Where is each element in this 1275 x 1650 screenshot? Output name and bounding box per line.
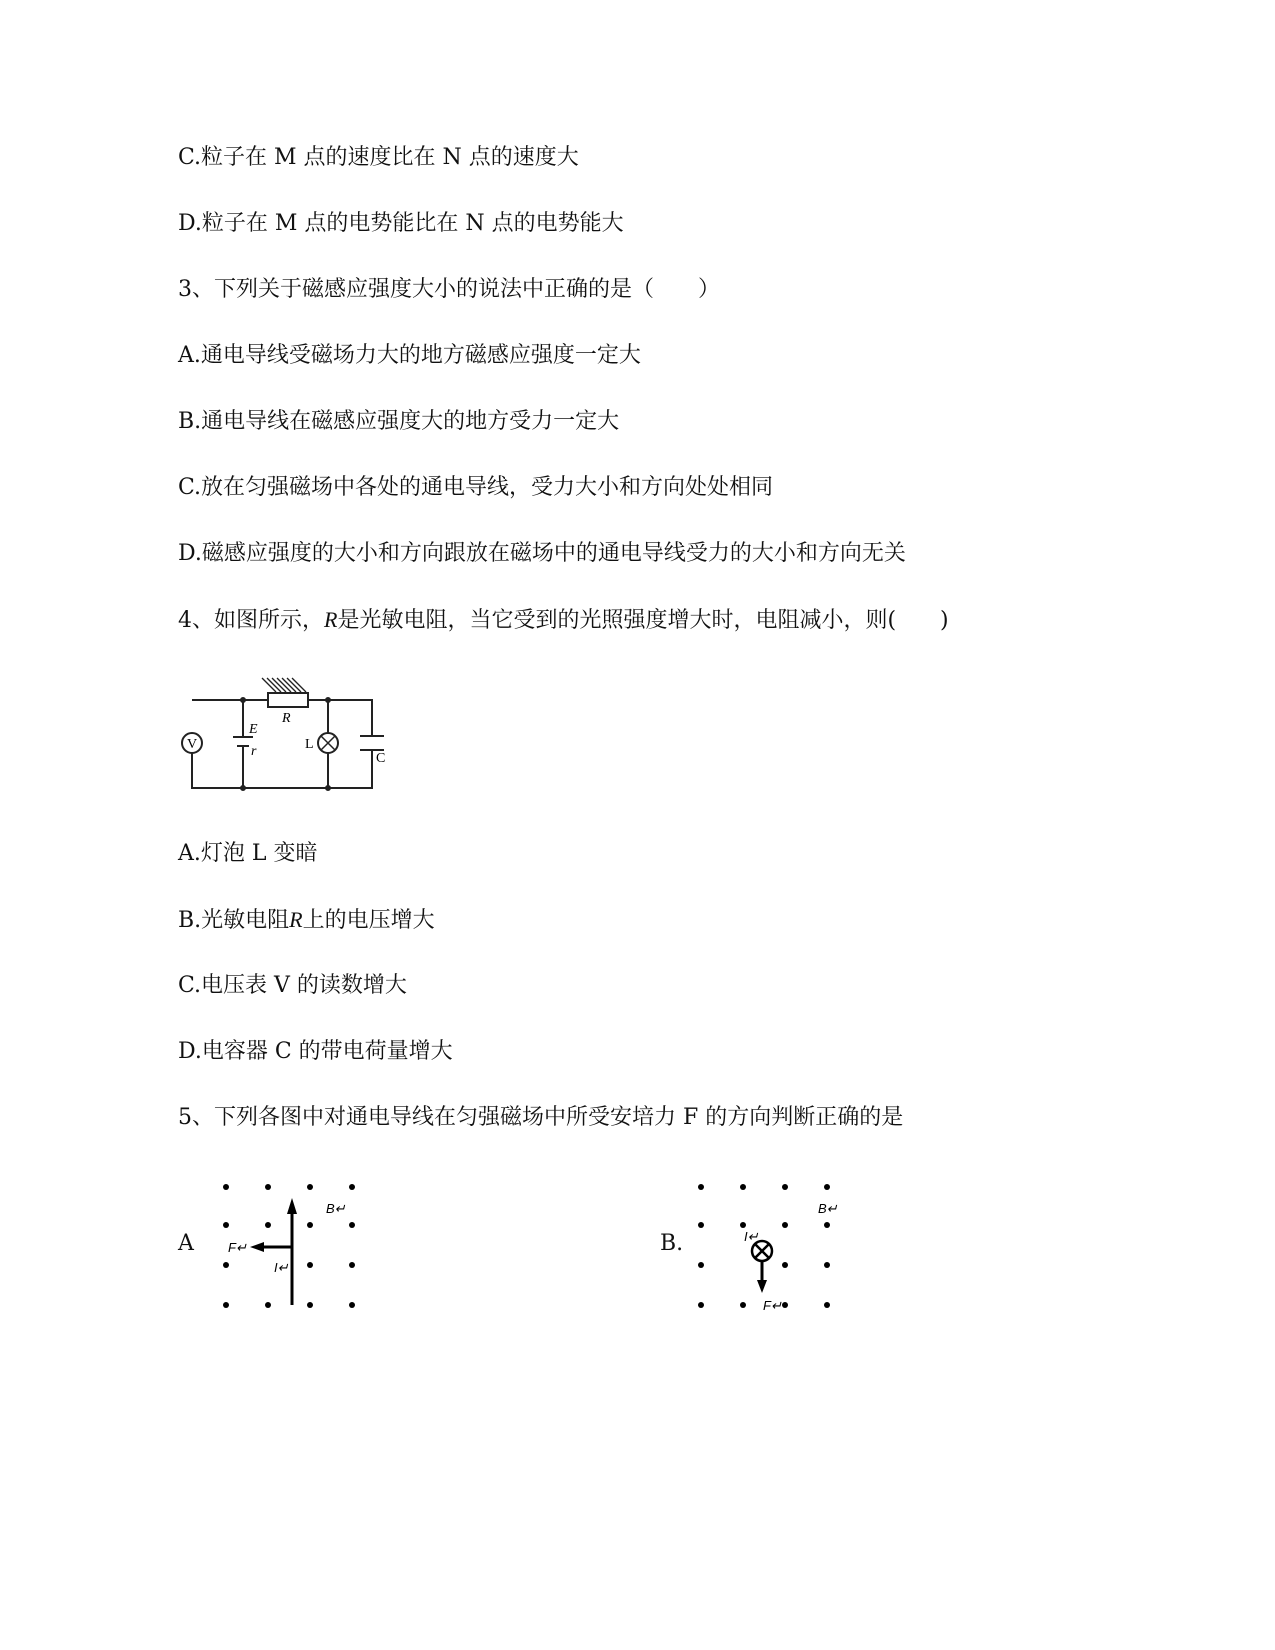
q3-option-d: D.磁感应强度的大小和方向跟放在磁场中的通电导线受力的大小和方向无关 — [178, 541, 906, 566]
label-E: E — [249, 722, 258, 737]
capacitor-icon — [360, 736, 384, 750]
q3-option-b: B.通电导线在磁感应强度大的地方受力一定大 — [178, 409, 620, 434]
current-into-page-icon — [752, 1241, 772, 1261]
q5-stem: 5、下列各图中对通电导线在匀强磁场中所受安培力 F 的方向判断正确的是 — [178, 1105, 904, 1130]
force-arrow-icon — [757, 1280, 767, 1293]
circuit-diagram — [182, 678, 384, 790]
q4-option-b-post: 上的电压增大 — [302, 908, 435, 933]
q3-stem: 3、下列关于磁感应强度大小的说法中正确的是（ ） — [178, 277, 720, 302]
q4-stem-pre: 4、如图所示， — [178, 608, 324, 633]
fig-a-label-B: B↵ — [326, 1201, 346, 1216]
light-rays-icon — [262, 678, 306, 692]
fig-a-label-I: I↵ — [274, 1260, 289, 1275]
fig-b-letter: B. — [660, 1231, 684, 1256]
q4-option-b-var: R — [289, 907, 303, 932]
q2-option-c: C.粒子在 M 点的速度比在 N 点的速度大 — [178, 145, 579, 170]
fig-b-label-I: I↵ — [744, 1229, 759, 1244]
q4-option-a: A.灯泡 L 变暗 — [178, 841, 318, 866]
q2-option-d: D.粒子在 M 点的电势能比在 N 点的电势能大 — [178, 211, 624, 236]
magnetic-field-dots — [698, 1184, 830, 1308]
photoresistor — [268, 693, 308, 707]
q4-option-c: C.电压表 V 的读数增大 — [178, 973, 407, 998]
q4-option-b — [178, 905, 435, 936]
q3-option-a: A.通电导线受磁场力大的地方磁感应强度一定大 — [178, 343, 641, 368]
current-arrow-icon — [287, 1198, 297, 1214]
fig-a-label-F: F↵ — [228, 1240, 247, 1255]
force-arrow-icon — [250, 1242, 264, 1252]
battery-icon — [233, 700, 253, 788]
fig-b-label-F: F↵ — [763, 1298, 782, 1313]
label-r: r — [251, 744, 257, 759]
fig-b-label-B: B↵ — [818, 1201, 838, 1216]
label-L: L — [305, 737, 314, 752]
q4-stem-var: R — [324, 607, 338, 632]
q4-option-d: D.电容器 C 的带电荷量增大 — [178, 1039, 453, 1064]
label-C: C — [376, 751, 386, 766]
q4-stem-post: 是光敏电阻，当它受到的光照强度增大时，电阻减小，则( ) — [337, 608, 949, 633]
label-V: V — [187, 737, 198, 752]
figure-b — [698, 1184, 830, 1308]
q3-option-c: C.放在匀强磁场中各处的通电导线，受力大小和方向处处相同 — [178, 475, 774, 500]
label-R: R — [282, 711, 291, 726]
fig-a-letter: A — [178, 1231, 194, 1256]
q4-option-b-pre: B.光敏电阻 — [178, 908, 290, 933]
